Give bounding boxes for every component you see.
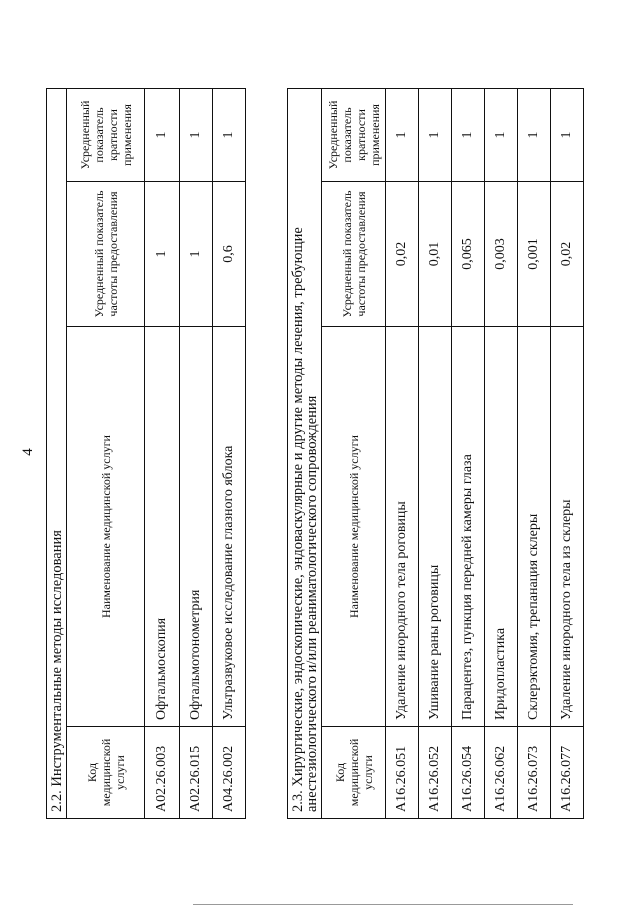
frequency-value: 0,02 [386,182,419,327]
frequency-value: 1 [180,182,213,327]
page-edge-line [193,896,573,905]
table-row [180,88,213,818]
column-header-name: Наименование медицинской услуги [322,327,386,727]
table-row [213,88,246,818]
frequency-value: 0,02 [551,182,584,327]
table-row [518,88,551,818]
column-header-multiplicity: Усредненный показатель кратности применения [67,88,145,181]
service-code: A02.26.003 [145,727,180,819]
multiplicity-value: 1 [213,88,246,181]
column-header-multiplicity: Усредненный показатель кратности применения [322,88,386,181]
service-code: A16.26.077 [551,727,584,819]
frequency-value: 0,001 [518,182,551,327]
frequency-value: 0,065 [452,182,485,327]
column-header-code: Код медицинской услуги [322,727,386,819]
service-name: Ультразвуковое исследование глазного яблока [213,327,246,727]
column-header-frequency: Усредненный показатель частоты предоставления [322,182,386,327]
surgical-methods-table [287,88,584,819]
multiplicity-value: 1 [419,88,452,181]
table-row [419,88,452,818]
column-header-code: Код медицинской услуги [67,727,145,819]
service-name: Офтальмоскопия [145,327,180,727]
service-code: A16.26.062 [485,727,518,819]
section-title: 2.2. Инструментальные методы исследования [47,88,67,818]
multiplicity-value: 1 [145,88,180,181]
table-row [145,88,180,818]
page-number: 4 [20,448,36,456]
table-row [485,88,518,818]
instrumental-methods-table [46,88,246,819]
service-code: A16.26.073 [518,727,551,819]
frequency-value: 0,01 [419,182,452,327]
frequency-value: 0,003 [485,182,518,327]
service-code: A16.26.054 [452,727,485,819]
service-name: Удаление инородного тела роговицы [386,327,419,727]
service-name: Иридопластика [485,327,518,727]
column-header-frequency: Усредненный показатель частоты предоставления [67,182,145,327]
service-name: Склерэктомия, трепанация склеры [518,327,551,727]
service-code: A04.26.002 [213,727,246,819]
multiplicity-value: 1 [386,88,419,181]
service-name: Ушивание раны роговицы [419,327,452,727]
service-code: A16.26.051 [386,727,419,819]
multiplicity-value: 1 [551,88,584,181]
table-row [386,88,419,818]
frequency-value: 0,6 [213,182,246,327]
service-code: A16.26.052 [419,727,452,819]
multiplicity-value: 1 [518,88,551,181]
multiplicity-value: 1 [485,88,518,181]
service-code: A02.26.015 [180,727,213,819]
service-name: Удаление инородного тела из склеры [551,327,584,727]
frequency-value: 1 [145,182,180,327]
section-title: 2.3. Хирургические, эндоскопические, эндоваскулярные и другие методы лечения, требующие анестезиологического и/или реаниматологического сопровождения [288,88,322,818]
service-name: Офтальмотонометрия [180,327,213,727]
service-name: Парацентез, пункция передней камеры глаза [452,327,485,727]
table-row [452,88,485,818]
column-header-name: Наименование медицинской услуги [67,327,145,727]
table-row [551,88,584,818]
multiplicity-value: 1 [180,88,213,181]
multiplicity-value: 1 [452,88,485,181]
